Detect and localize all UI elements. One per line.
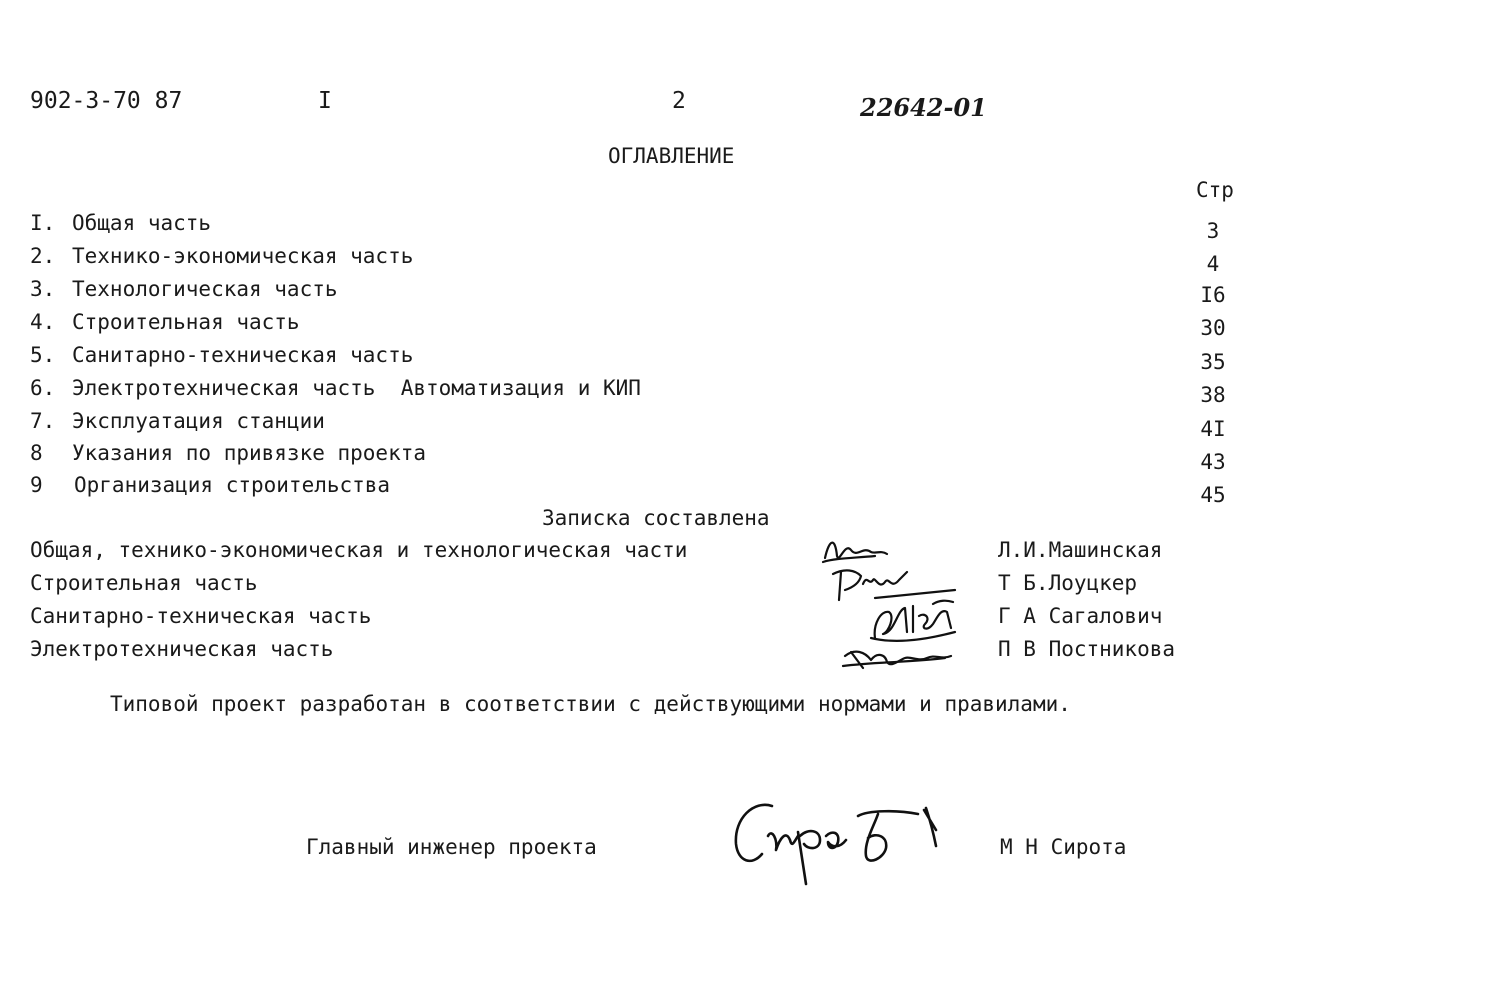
toc-item-text: Санитарно-техническая часть <box>72 343 414 367</box>
toc-item-text: Организация строительства <box>74 473 391 497</box>
toc-item-text: Общая часть <box>72 211 212 235</box>
signature-stroke <box>858 811 918 860</box>
author-name: Т Б.Лоуцкер <box>998 571 1138 595</box>
toc-title: ОГЛАВЛЕНИЕ <box>608 144 735 168</box>
toc-item <box>0 310 1488 340</box>
toc-page-column-label: Стр <box>1196 178 1234 202</box>
toc-item-text: Технико-экономическая часть <box>72 244 414 268</box>
toc-item-text: Электротехническая часть Автоматизация и КИП <box>72 376 641 400</box>
toc-item-number: 5. <box>30 343 56 367</box>
toc-item <box>0 376 1488 407</box>
signature-stroke <box>798 831 820 884</box>
toc-item-number: 4. <box>30 310 56 334</box>
toc-item-number: 7. <box>30 409 56 433</box>
doc-code: 902-3-70 87 <box>30 88 183 114</box>
signature-stroke <box>768 833 798 850</box>
toc-item-number: 2. <box>30 244 56 268</box>
signature-stroke <box>875 590 955 598</box>
signature-stroke <box>823 556 875 562</box>
inventory-number: 22642-01 <box>860 93 987 122</box>
signature-stroke <box>875 601 953 638</box>
author-part: Электротехническая часть <box>30 637 334 661</box>
signature-stroke <box>826 833 846 848</box>
author-part: Строительная часть <box>30 571 258 595</box>
signature-stroke <box>924 808 936 846</box>
toc-item-text: Указания по привязке проекта <box>72 441 427 465</box>
toc-item-page: 4I <box>1200 417 1226 441</box>
toc-item-page: 35 <box>1200 350 1226 374</box>
toc-item-page: 3 <box>1206 219 1220 243</box>
signature-stroke <box>825 543 887 558</box>
toc-item-text: Эксплуатация станции <box>72 409 325 433</box>
toc-item <box>0 441 1488 474</box>
toc-item-page: 4 <box>1206 252 1220 276</box>
chief-engineer-name: М Н Сирота <box>1000 835 1127 859</box>
toc-item-number: 3. <box>30 277 56 301</box>
toc-item-number: 8 <box>30 441 43 465</box>
page-number: 2 <box>672 88 686 114</box>
author-part: Санитарно-техническая часть <box>30 604 372 628</box>
toc-item <box>0 473 1488 507</box>
toc-item-page: 45 <box>1200 483 1226 507</box>
toc-item-number: 9 <box>30 473 43 497</box>
toc-item <box>0 277 1488 307</box>
toc-item-page: 38 <box>1200 383 1226 407</box>
author-name: П В Постникова <box>998 637 1176 661</box>
author-part: Общая, технико-экономическая и технологическая части <box>30 538 688 562</box>
toc-item-page: 30 <box>1200 316 1226 340</box>
toc-item-number: 6. <box>30 376 56 400</box>
authors-signatures <box>815 528 975 673</box>
signature-stroke <box>736 805 772 861</box>
toc-item-text: Строительная часть <box>72 310 300 334</box>
authors-heading: Записка составлена <box>542 506 770 530</box>
volume-number: I <box>318 88 332 114</box>
toc-item-text: Технологическая часть <box>72 277 338 301</box>
chief-engineer-role: Главный инженер проекта <box>306 835 597 859</box>
toc-item <box>0 244 1488 276</box>
author-name: Г А Сагалович <box>998 604 1163 628</box>
toc-item-page: 43 <box>1200 450 1226 474</box>
toc-item <box>0 409 1488 441</box>
compliance-statement: Типовой проект разработан в соответствии с действующими нормами и правилами. <box>110 692 1071 716</box>
chief-signature <box>728 796 943 888</box>
toc-item-page: I6 <box>1200 283 1226 307</box>
author-name: Л.И.Машинская <box>998 538 1163 562</box>
toc-item <box>0 211 1488 243</box>
toc-item-number: I. <box>30 211 56 235</box>
toc-item <box>0 343 1488 374</box>
